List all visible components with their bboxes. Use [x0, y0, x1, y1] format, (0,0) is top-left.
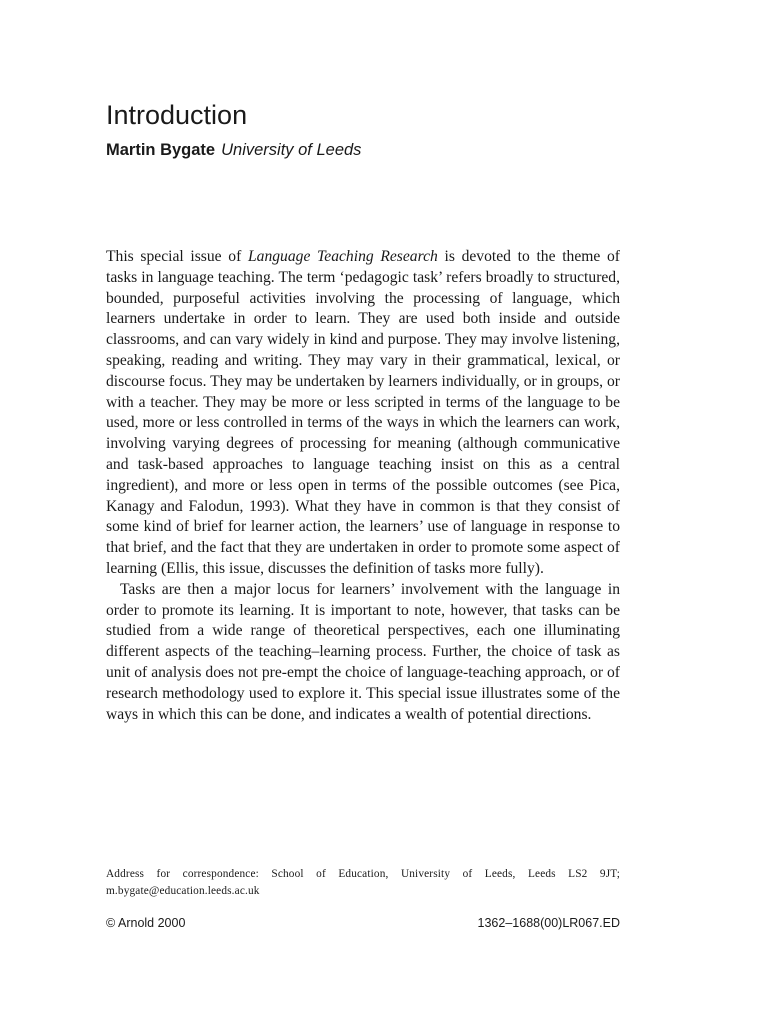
paragraph-2: Tasks are then a major locus for learners’ involvement with the language in order to promote its learning. It is important to note, however, that tasks can be studied from a wide range of theoretical perspectives, each one illuminating different aspects of the teaching–learning process. Further, the choice of task as unit of analysis does not pre-empt the choice of language-teaching approach, or of research methodology used to explore it. This special issue illustrates some of the ways in which this can be done, and indicates a wealth of potential directions.: [106, 580, 620, 723]
paragraph-1-lead: This special issue of: [106, 248, 248, 265]
article-code: 1362–1688(00)LR067.ED: [477, 916, 620, 930]
paragraph-1-text: is devoted to the theme of tasks in language teaching. The term ‘pedagogic task’ refers broadly to structured, bounded, purposeful activities involving the processing of language, which learners undertake in order to learn. They are used both inside and outside classrooms, and can vary widely in kind and purpose. They may involve listening, speaking, reading and writing. They may vary in their grammatical, lexical, or discourse focus. They may be undertaken by learners individually, or in groups, or with a teacher. They may be more or less scripted in terms of the language to be used, more or less controlled in terms of the ways in which the learners can work, involving varying degrees of processing for meaning (although communicative and task-based approaches to language teaching insist on this as a central ingredient), and more or less open in terms of the possible outcomes (see Pica, Kanagy and Falodun, 1993). What they have in common is that they consist of some kind of brief for learner action, the learners’ use of language in response to that brief, and the fact that they are undertaken in order to promote some aspect of learning (Ellis, this issue, discusses the definition of tasks more fully).: [106, 248, 620, 577]
correspondence-address: Address for correspondence: School of Education, University of Leeds, Leeds LS2 9JT; m.bygate@education.leeds.ac.uk: [106, 868, 620, 897]
journal-title: Language Teaching Research: [247, 248, 438, 265]
byline: [106, 141, 361, 160]
author-name: Martin Bygate: [106, 141, 216, 159]
article-body: [106, 247, 620, 725]
paragraph-1: [106, 247, 620, 580]
page-footer: [106, 916, 620, 930]
author-affiliation: University of Leeds: [221, 141, 362, 159]
copyright-notice: © Arnold 2000: [106, 916, 186, 930]
article-title: Introduction: [106, 100, 248, 130]
